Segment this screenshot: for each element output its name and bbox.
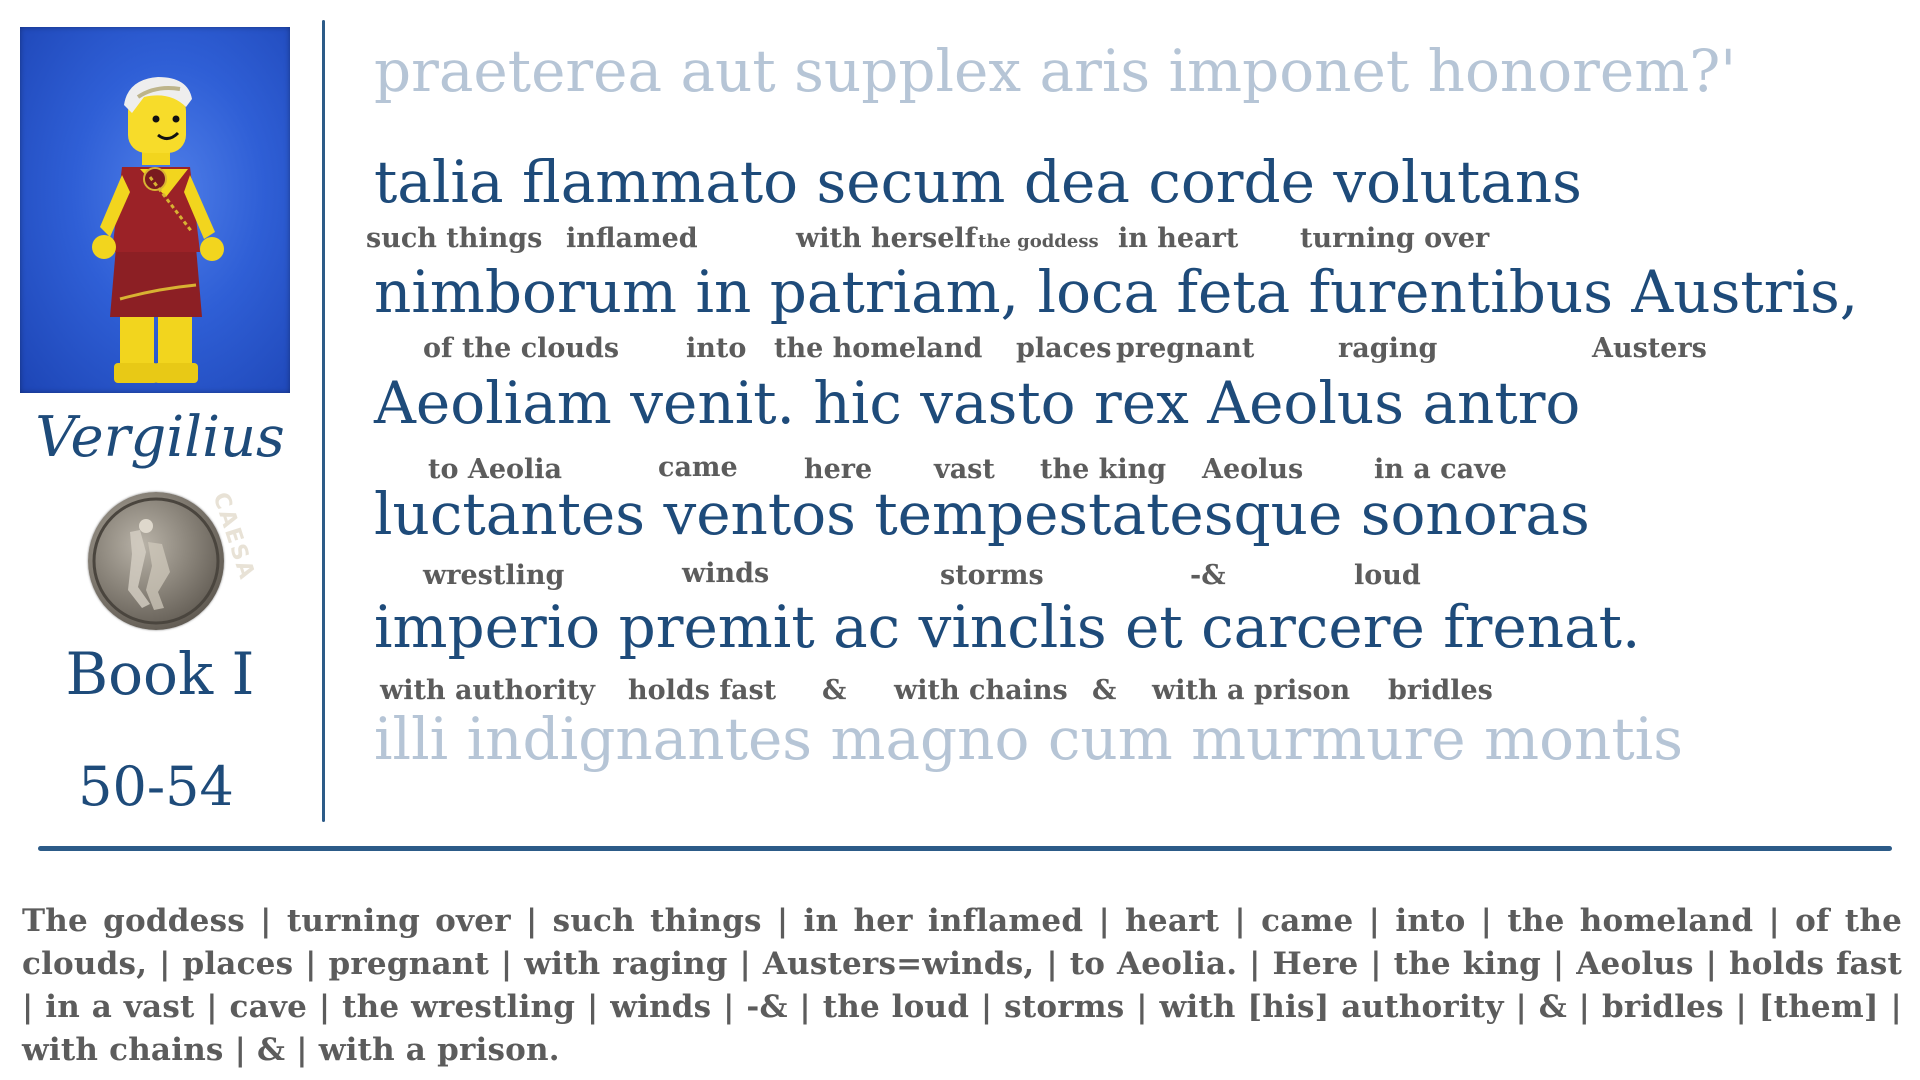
roman-coin-image bbox=[88, 489, 260, 630]
gloss: of the clouds bbox=[423, 333, 620, 364]
gloss: in heart bbox=[1118, 223, 1239, 254]
gloss: Austers bbox=[1592, 333, 1707, 364]
gloss: inflamed bbox=[566, 223, 698, 254]
verse-line-5: imperio premit ac vinclis et carcere frenat. bbox=[374, 593, 1641, 661]
gloss: -& bbox=[1190, 560, 1226, 591]
gloss: in a cave bbox=[1374, 454, 1507, 485]
verse-line-2: nimborum in patriam, loca feta furentibus Austris, bbox=[374, 258, 1859, 326]
gloss: & bbox=[822, 675, 847, 706]
gloss: the king bbox=[1040, 454, 1167, 485]
horizontal-divider bbox=[38, 846, 1892, 851]
gloss: pregnant bbox=[1116, 333, 1255, 364]
gloss: wrestling bbox=[423, 560, 565, 591]
book-label: Book I bbox=[65, 640, 255, 708]
gloss: turning over bbox=[1300, 223, 1490, 254]
coin-inscription: CAESA bbox=[207, 489, 260, 584]
verse-line-4: luctantes ventos tempestatesque sonoras bbox=[374, 480, 1590, 548]
gloss: raging bbox=[1338, 333, 1438, 364]
gloss: with a prison bbox=[1152, 675, 1351, 706]
gloss: to Aeolia bbox=[428, 454, 563, 485]
gloss: here bbox=[804, 454, 873, 485]
gloss: with chains bbox=[894, 675, 1068, 706]
gloss: bridles bbox=[1388, 675, 1493, 706]
previous-line: praeterea aut supplex aris imponet honorem?' bbox=[374, 37, 1737, 105]
gloss: came bbox=[658, 452, 738, 483]
gloss: the homeland bbox=[774, 333, 983, 364]
gloss: winds bbox=[682, 558, 770, 589]
gloss: storms bbox=[940, 560, 1044, 591]
gloss: places bbox=[1016, 333, 1112, 364]
gloss: into bbox=[686, 333, 747, 364]
gloss: such things bbox=[366, 223, 543, 254]
english-translation: The goddess | turning over | such things | in her inflamed | heart | came | into | the homeland | of the clouds, | places | pregnant | with raging | Austers=winds, | to Aeolia. | Here | the king | Aeolus | holds fast | in a vast | cave | the wrestling | winds | -& | the loud | storms | with [his] authority | & | bridles | [them] | with chains | & | with a prison. bbox=[22, 903, 1902, 1068]
gloss: holds fast bbox=[628, 675, 777, 706]
gloss: loud bbox=[1354, 560, 1421, 591]
gloss: the goddess bbox=[978, 231, 1099, 252]
verse-line-3: Aeoliam venit. hic vasto rex Aeolus antro bbox=[374, 369, 1581, 437]
line-range-label: 50-54 bbox=[78, 755, 234, 818]
vertical-divider bbox=[322, 20, 325, 822]
gloss: vast bbox=[934, 454, 995, 485]
author-portrait-image bbox=[20, 27, 290, 393]
gloss: with herself bbox=[796, 223, 977, 254]
gloss: Aeolus bbox=[1202, 454, 1304, 485]
author-name: Vergilius bbox=[35, 405, 285, 470]
verse-line-1: talia flammato secum dea corde volutans bbox=[374, 148, 1582, 216]
gloss: with authority bbox=[380, 675, 595, 706]
gloss: & bbox=[1092, 675, 1117, 706]
next-line: illi indignantes magno cum murmure montis bbox=[374, 705, 1683, 773]
